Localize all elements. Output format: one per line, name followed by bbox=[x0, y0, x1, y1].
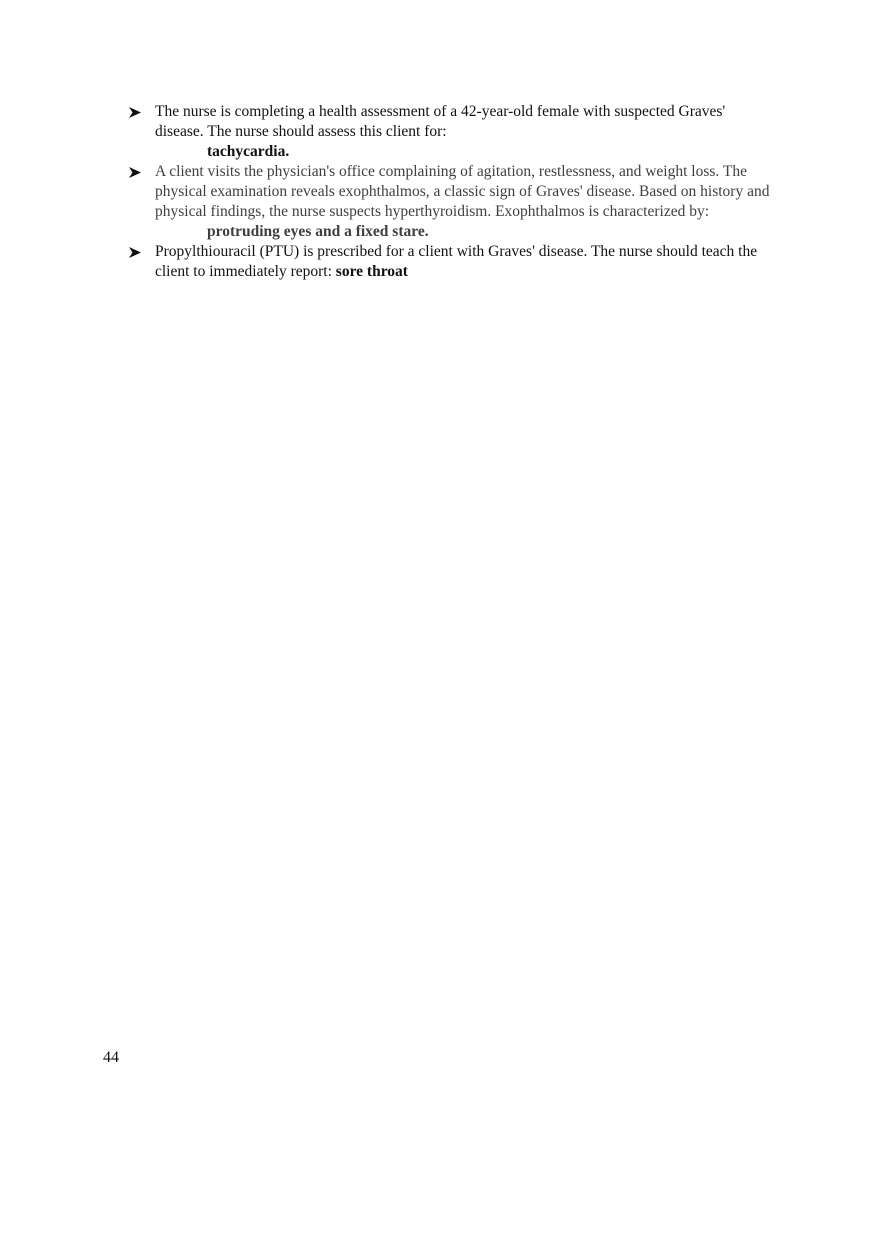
list-item bbox=[127, 242, 777, 282]
arrowhead-bullet-icon bbox=[129, 107, 141, 118]
question-text: A client visits the physician's office complaining of agitation, restlessness, and weight loss. The physical examination reveals exophthalmos, a classic sign of Graves' disease. Based on history and physical findings, the nurse suspects hyperthyroidism. Exophthalmos is characterized by: bbox=[155, 163, 770, 220]
question-text: Propylthiouracil (PTU) is prescribed for a client with Graves' disease. The nurse should teach the client to immediately report: bbox=[155, 243, 758, 280]
question-text: The nurse is completing a health assessment of a 42-year-old female with suspected Graves' disease. The nurse should assess this client for: bbox=[155, 103, 726, 140]
arrowhead-bullet-icon bbox=[129, 167, 141, 178]
answer-text: protruding eyes and a fixed stare. bbox=[207, 223, 429, 240]
list-item bbox=[127, 162, 777, 242]
answer-text: sore throat bbox=[335, 263, 408, 280]
page-number: 44 bbox=[103, 1049, 119, 1066]
list-item bbox=[127, 102, 777, 162]
answer-text: tachycardia. bbox=[207, 143, 290, 160]
arrowhead-bullet-icon bbox=[129, 247, 141, 258]
question-list bbox=[127, 102, 777, 282]
